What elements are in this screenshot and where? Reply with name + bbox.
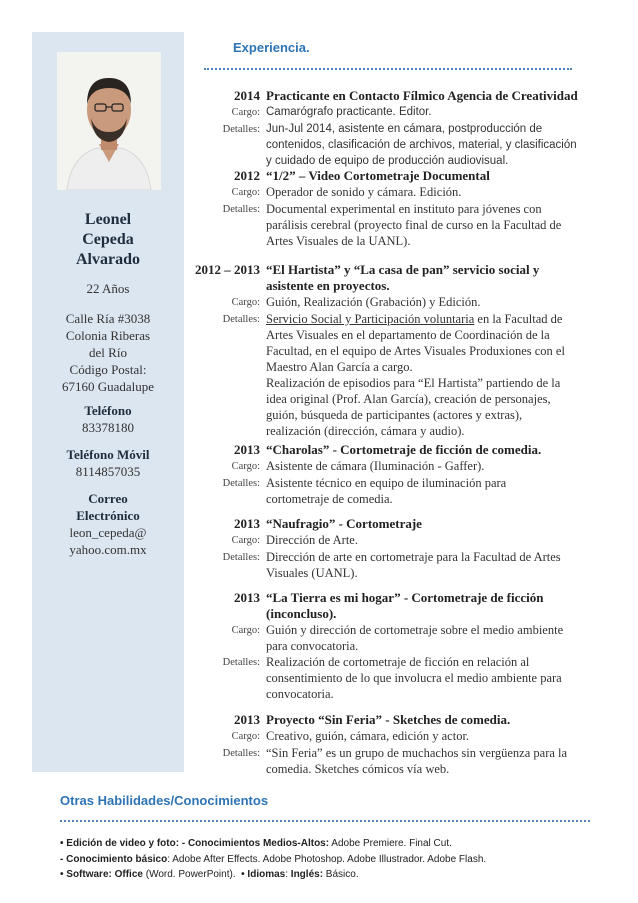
experience-title: Experiencia. — [233, 40, 310, 55]
entry-cargo: Guión y dirección de cortometraje sobre el medio ambiente para convocatoria. — [266, 623, 564, 653]
profile-photo — [57, 52, 161, 190]
cargo-label: Cargo: — [231, 535, 260, 546]
detalles-label: Detalles: — [222, 124, 260, 135]
entry-cargo: Guión, Realización (Grabación) y Edición. — [266, 295, 481, 309]
entry-title: “Charolas” - Cortometraje de ficción de comedia. — [266, 442, 542, 457]
skills-title: Otras Habilidades/Conocimientos — [60, 793, 269, 808]
experience-entry — [190, 168, 610, 249]
profile-name: Leonel Cepeda Alvarado — [76, 211, 140, 268]
experience-entry — [190, 262, 610, 439]
cargo-label: Cargo: — [231, 731, 260, 742]
entry-details: Documental experimental en instituto para jóvenes con parálisis cerebral (proyecto final de curso en la Facultad de Artes Visuales de la UANL). — [266, 202, 562, 248]
entry-cargo: Operador de sonido y cámara. Edición. — [266, 185, 462, 199]
entry-details: “Sin Feria” es un grupo de muchachos sin vergüenza para la comedia. Sketches cómicos vía web. — [266, 746, 568, 776]
entry-cargo: Creativo, guión, cámara, edición y actor. — [266, 729, 470, 743]
entry-year: 2013 — [234, 590, 260, 605]
entry-title: “La Tierra es mi hogar” - Cortometraje de ficción (inconcluso). — [266, 590, 544, 621]
entry-cargo: Asistente de cámara (Iluminación - Gaffer). — [266, 459, 485, 473]
entry-details: Servicio Social y Participación voluntaria en la Facultad de Artes Visuales en el departamento de Coordinación de la Facultad, en el equipo de Artes Visuales Produxiones con el Maestro Alan García a cargo. Realización de episodios para “El Hartista” partiendo de la idea original (Prof. Alan García), creación de personajes, guión, búsqueda de participantes (actores y extras), realización (dirección, cámara y audio). — [266, 312, 565, 438]
profile-mobile: Teléfono Móvil 8114857035 — [66, 447, 150, 479]
experience-entry — [190, 442, 610, 507]
cargo-label: Cargo: — [231, 297, 260, 308]
cargo-label: Cargo: — [231, 625, 260, 636]
detalles-label: Detalles: — [222, 478, 260, 489]
entry-details: Dirección de arte en cortometraje para la Facultad de Artes Visuales (UANL). — [266, 550, 561, 580]
entry-year: 2013 — [234, 442, 260, 457]
experience-divider — [204, 68, 572, 70]
experience-entry — [190, 712, 610, 777]
entry-year: 2012 – 2013 — [195, 262, 260, 277]
entry-title: “El Hartista” y “La casa de pan” servicio social y asistente en proyectos. — [266, 262, 540, 293]
entry-cargo: Dirección de Arte. — [266, 533, 358, 547]
entry-title: “1/2” – Video Cortometraje Documental — [266, 168, 490, 183]
detalles-label: Detalles: — [222, 657, 260, 668]
entry-details: Jun-Jul 2014, asistente en cámara, postproducción de contenidos, clasificación de archivos, material, y clasificación y cuidado de equipo de producción audiovisual. — [266, 123, 577, 167]
profile-age: 22 Años — [86, 281, 130, 296]
skills-divider — [60, 820, 590, 822]
skill-line: - Conocimiento básico: Adobe After Effects. Adobe Photoshop. Adobe Illustrador. Adobe Flash. — [60, 853, 487, 865]
detalles-label: Detalles: — [222, 204, 260, 215]
experience-entry — [190, 88, 610, 169]
entry-year: 2012 — [234, 168, 260, 183]
profile-email: Correo Electrónico leon_cepeda@ yahoo.com.mx — [69, 491, 147, 557]
experience-entry — [190, 590, 610, 702]
entry-title: Practicante en Contacto Fílmico Agencia de Creatividad — [266, 88, 578, 103]
skill-line: • Software: Office (Word. PowerPoint). • Idiomas: Inglés: Básico. — [60, 869, 359, 880]
entry-title: Proyecto “Sin Feria” - Sketches de comedia. — [266, 712, 511, 727]
skills-list — [60, 836, 620, 883]
entry-year: 2014 — [234, 88, 260, 103]
detalles-label: Detalles: — [222, 552, 260, 563]
detalles-label: Detalles: — [222, 748, 260, 759]
entry-year: 2013 — [234, 712, 260, 727]
detalles-label: Detalles: — [222, 314, 260, 325]
entry-year: 2013 — [234, 516, 260, 531]
profile-phone: Teléfono 83378180 — [82, 403, 134, 435]
cargo-label: Cargo: — [231, 107, 260, 118]
entry-title: “Naufragio” - Cortometraje — [266, 516, 422, 531]
cargo-label: Cargo: — [231, 461, 260, 472]
profile-address: Calle Ría #3038 Colonia Riberas del Río Código Postal: 67160 Guadalupe — [61, 311, 155, 394]
skill-line: • Edición de video y foto: - Conocimientos Medios-Altos: Adobe Premiere. Final Cut. — [60, 838, 452, 849]
cargo-label: Cargo: — [231, 187, 260, 198]
entry-cargo: Camarógrafo practicante. Editor. — [266, 106, 432, 118]
entry-details: Asistente técnico en equipo de iluminación para cortometraje de comedia. — [266, 476, 507, 506]
entry-details: Realización de cortometraje de ficción en relación al consentimiento de lo que involucra el medio ambiente para convocatoria. — [266, 655, 562, 701]
profile-sidebar — [32, 32, 184, 772]
experience-entry — [190, 516, 610, 581]
